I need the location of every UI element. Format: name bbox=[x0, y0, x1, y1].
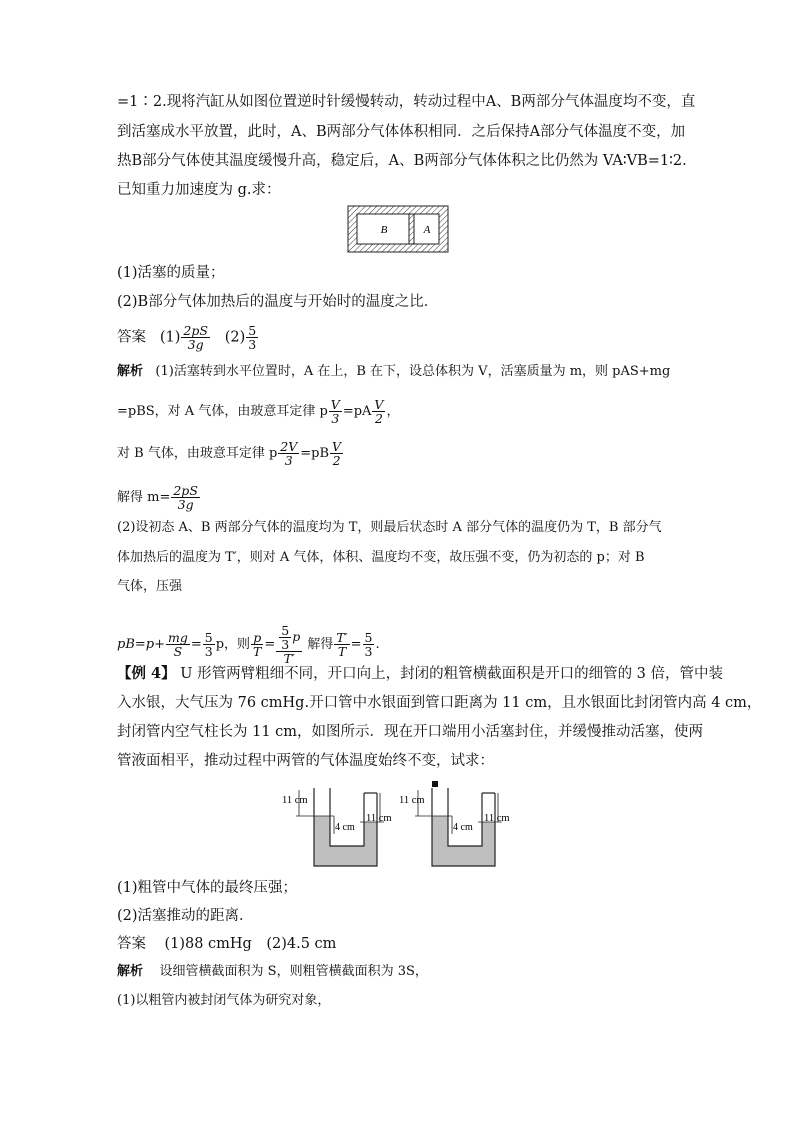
example-text-line: 入水银，大气压为 76 cmHg.开口管中水银面到管口距离为 11 cm，且水银面比封闭管内高 4 cm， bbox=[117, 695, 762, 711]
formula-fraction: $\frac{V}{3}$ bbox=[330, 397, 340, 426]
example-text-line: 【例 4】 U 形管两臂粗细不同，开口向上，封闭的粗管横截面积是开口的细管的 3 倍，管中装 bbox=[117, 665, 724, 682]
analysis-line: 解得 m= $\frac{2pS}{3g}$ bbox=[117, 483, 198, 512]
small-piston bbox=[432, 781, 438, 787]
dimension-label: 11 cm bbox=[282, 795, 308, 806]
formula-fraction: $\frac{2pS}{3g}$ bbox=[173, 483, 198, 512]
analysis-line: =pBS，对 A 气体，由玻意耳定律 p $\frac{V}{3}$ =pA $\frac{V}{2}$ ， bbox=[117, 397, 400, 426]
formula-fraction: $\frac{V}{2}$ bbox=[332, 439, 342, 468]
analysis-line: 解析 设细管横截面积为 S，则粗管横截面积为 3S， bbox=[117, 964, 428, 979]
answer-label: 答案 bbox=[117, 936, 146, 952]
formula-fraction: $\frac{5}{3}$ bbox=[364, 630, 373, 659]
answer-part-2-prefix: (2) bbox=[224, 329, 246, 346]
answer-line bbox=[117, 934, 336, 954]
gas-a-label: A bbox=[423, 224, 431, 236]
answer-text: (1)88 cmHg (2)4.5 cm bbox=[164, 936, 337, 952]
answer-fraction: $\frac{5}{3}$ bbox=[248, 323, 257, 352]
gas-b-label: B bbox=[380, 224, 388, 236]
analysis-line: 解析 (1)活塞转到水平位置时，A 在上，B 在下，设总体积为 V，活塞质量为 m，则 pAS+mg bbox=[117, 364, 671, 379]
analysis-line: 体加热后的温度为 T′，则对 A 气体，体积、温度均不变，故压强不变，仍为初态的 p；对 B bbox=[117, 550, 645, 565]
formula-fraction: $\frac{mg}{S}$ bbox=[167, 630, 188, 659]
question-2: (2)B部分气体加热后的温度与开始时的温度之比． bbox=[117, 294, 439, 310]
answer-part-1-prefix: (1) bbox=[159, 329, 181, 346]
formula-nested-fraction: $\frac{5}{3}$ p T′ bbox=[276, 624, 302, 665]
analysis-label: 解析 bbox=[117, 964, 144, 979]
example-text-line: 封闭管内空气柱长为 11 cm，如图所示．现在开口端用小活塞封住，并缓慢推动活塞，使两 bbox=[117, 724, 704, 740]
formula-fraction: $\frac{5}{3}$ bbox=[204, 630, 213, 659]
analysis-line: (1)以粗管内被封闭气体为研究对象， bbox=[117, 993, 331, 1008]
dimension-label: 11 cm bbox=[484, 813, 510, 824]
problem-text-line: 热B部分气体使其温度缓慢升高，稳定后，A、B两部分气体体积之比仍然为 VA∶VB=1∶2. bbox=[117, 153, 687, 169]
formula-fraction: $\frac{V}{2}$ bbox=[374, 397, 384, 426]
question-2: (2)活塞推动的距离． bbox=[117, 908, 254, 924]
analysis-line: 气体，压强 bbox=[117, 579, 183, 594]
formula-fraction: $\frac{p}{T}$ bbox=[253, 630, 262, 659]
dimension-label: 11 cm bbox=[366, 813, 392, 824]
analysis-line: (2)设初态 A、B 两部分气体的温度均为 T，则最后状态时 A 部分气体的温度仍为 T，B 部分气 bbox=[117, 520, 662, 535]
problem-text-line: =1∶2.现将汽缸从如图位置逆时针缓慢转动，转动过程中A、B两部分气体温度均不变，直 bbox=[117, 94, 696, 110]
problem-text-line: 已知重力加速度为 g.求： bbox=[117, 182, 281, 198]
analysis-line: 对 B 气体，由玻意耳定律 p $\frac{2V}{3}$ =pB $\frac{V}{2}$ bbox=[117, 439, 342, 468]
example-text-line: 管液面相平，推动过程中两管的气体温度始终不变，试求： bbox=[117, 753, 494, 769]
analysis-label: 解析 bbox=[117, 364, 144, 379]
formula-fraction: $\frac{2V}{3}$ bbox=[280, 439, 298, 468]
problem-text-line: 到活塞成水平放置，此时，A、B两部分气体体积相同．之后保持A部分气体温度不变，加 bbox=[117, 124, 686, 140]
dimension-label: 11 cm bbox=[399, 795, 425, 806]
answer-fraction: $\frac{2pS}{3g}$ bbox=[183, 323, 208, 352]
question-1: (1)活塞的质量； bbox=[117, 265, 225, 281]
analysis-line: pB=p+ $\frac{mg}{S}$ = $\frac{5}{3}$ p，则 $\frac{p}{T}$ = $\frac{5}{3}$ p T′ 解得 $\frac{T'}{T}$ = $\frac{5}{3}$ . bbox=[117, 623, 380, 666]
question-1: (1)粗管中气体的最终压强； bbox=[117, 880, 298, 896]
dimension-label: 4 cm bbox=[335, 822, 355, 833]
example-tag: 【例 4】 bbox=[117, 665, 176, 682]
formula-fraction: $\frac{T'}{T}$ bbox=[336, 630, 348, 659]
answer-label: 答案 bbox=[117, 329, 146, 346]
dimension-label: 4 cm bbox=[453, 822, 473, 833]
